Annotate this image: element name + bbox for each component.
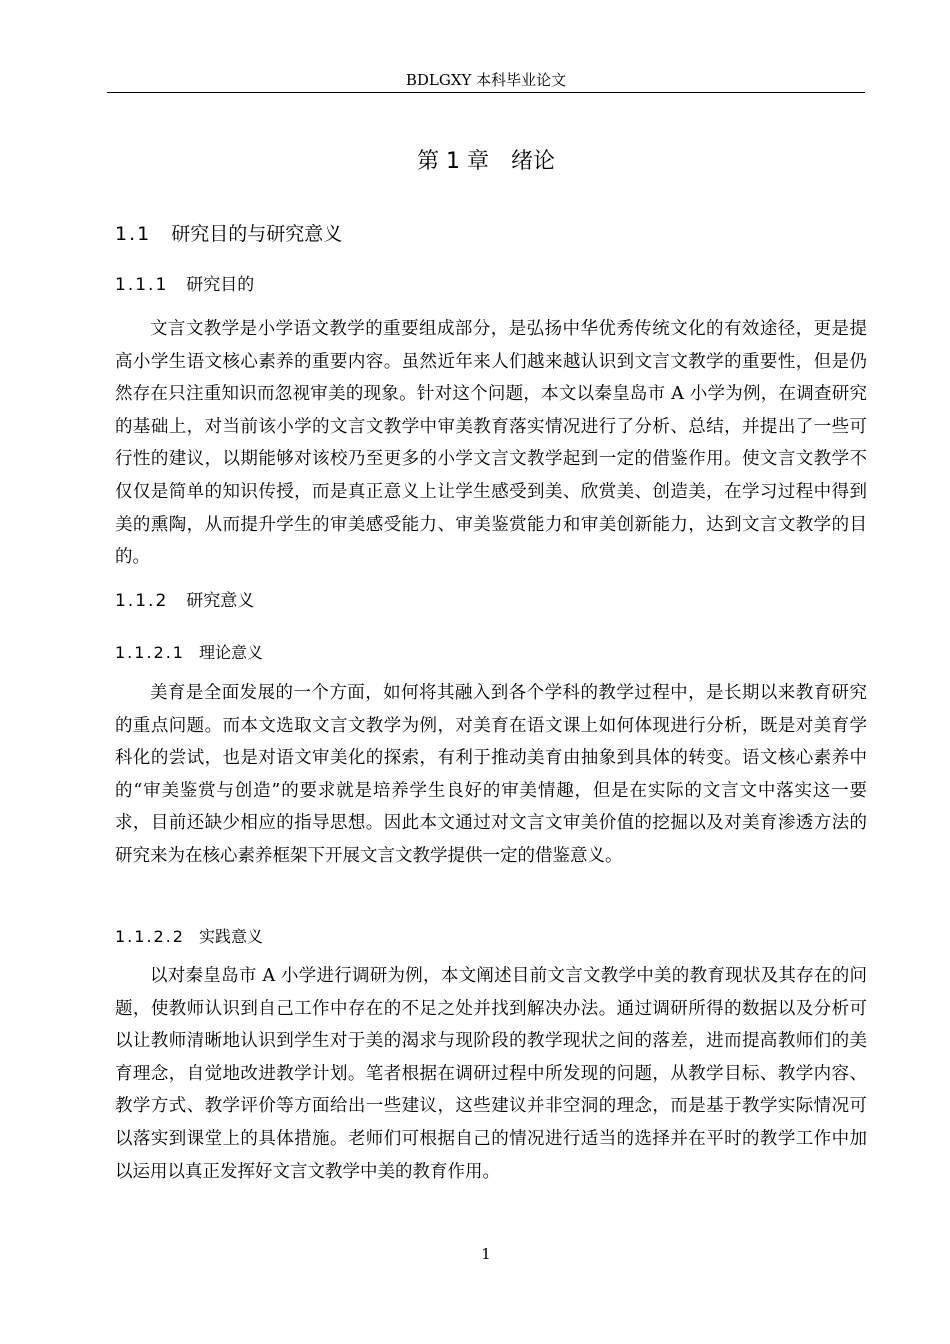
section-heading-1-1-1 [115, 273, 254, 297]
header-rule [107, 92, 865, 93]
section-heading-1-1-2-2 [115, 926, 263, 948]
section-number: 1.1.2 [115, 591, 169, 611]
section-number: 1.1 [115, 223, 152, 245]
section-title: 研究目的与研究意义 [171, 223, 343, 245]
page-number: 1 [481, 1245, 491, 1263]
paragraph-research-purpose: 文言文教学是小学语文教学的重要组成部分，是弘扬中华优秀传统文化的有效途径，更是提高小学生语文核心素养的重要内容。虽然近年来人们越来越认识到文言文教学的重要性，但是仍然存在只注重知识而忽视审美的现象。针对这个问题，本文以秦皇岛市 A 小学为例，在调查研究的基础上，对当前该小学的文言文教学中审美教育落实情况进行了分析、总结，并提出了一些可行性的建议，以期能够对该校乃至更多的小学文言文教学起到一定的借鉴作用。使文言文教学不仅仅是简单的知识传授，而是真正意义上让学生感受到美、欣赏美、创造美，在学习过程中得到美的熏陶，从而提升学生的审美感受能力、审美鉴赏能力和审美创新能力，达到文言文教学的目的。 [115, 319, 867, 568]
section-heading-1-1-2-1 [115, 642, 263, 664]
section-number: 1.1.2.2 [115, 927, 185, 946]
paragraph-practical-significance: 以对秦皇岛市 A 小学进行调研为例，本文阐述目前文言文教学中美的教育现状及其存在的问题，使教师认识到自己工作中存在的不足之处并找到解决办法。通过调研所得的数据以及分析可以让教师清晰地认识到学生对于美的渴求与现阶段的教学现状之间的落差，进而提高教师们的美育理念，自觉地改进教学计划。笔者根据在调研过程中所发现的问题，从教学目标、教学内容、教学方式、教学评价等方面给出一些建议，这些建议并非空洞的理念，而是基于教学实际情况可以落实到课堂上的具体措施。老师们可根据自己的情况进行适当的选择并在平时的教学工作中加以运用以真正发挥好文言文教学中美的教育作用。 [115, 966, 867, 1182]
paragraph-theoretical-significance: 美育是全面发展的一个方面，如何将其融入到各个学科的教学过程中，是长期以来教育研究的重点问题。而本文选取文言文教学为例，对美育在语文课上如何体现进行分析，既是对美育学科化的尝试，也是对语文审美化的探索，有利于推动美育由抽象到具体的转变。语文核心素养中的“审美鉴赏与创造”的要求就是培养学生良好的审美情趣，但是在实际的文言文中落实这一要求，目前还缺少相应的指导思想。因此本文通过对文言文审美价值的挖掘以及对美育渗透方法的研究来为在核心素养框架下开展文言文教学提供一定的借鉴意义。 [115, 683, 867, 866]
running-header: BDLGXY 本科毕业论文 [405, 71, 567, 89]
section-title: 实践意义 [198, 927, 263, 946]
section-heading-1-1-2 [115, 589, 254, 613]
section-title: 研究意义 [186, 591, 255, 611]
section-number: 1.1.2.1 [115, 643, 185, 662]
section-number: 1.1.1 [115, 275, 169, 295]
section-heading-1-1 [115, 221, 342, 247]
section-title: 研究目的 [186, 275, 255, 295]
section-title: 理论意义 [198, 643, 263, 662]
chapter-title: 第 1 章 绪论 [417, 149, 555, 174]
